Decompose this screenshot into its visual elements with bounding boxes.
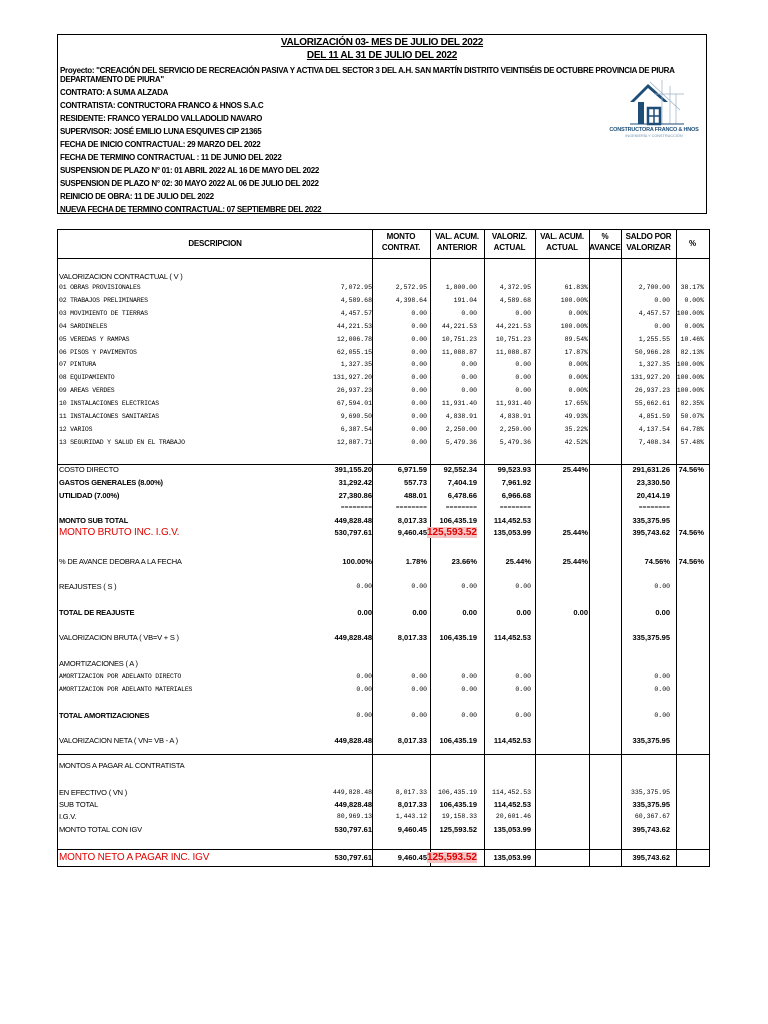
row-value: 0.00 <box>461 686 477 693</box>
row-label: MONTO SUB TOTAL <box>59 516 129 525</box>
row-value: 0.00% <box>568 374 588 382</box>
row-label: VALORIZACION NETA ( VN= VB - A ) <box>59 736 178 745</box>
row-value: 31,292.42 <box>338 478 372 487</box>
col-header-val-acum-actual: VAL. ACUM. ACTUAL <box>540 232 584 252</box>
row-label: TOTAL DE REAJUSTE <box>59 608 135 617</box>
row-value: 7,404.19 <box>447 478 477 487</box>
row-value: 449,828.48 <box>334 800 372 809</box>
row-value: 0.00% <box>568 309 588 317</box>
row-value: 25.44% <box>562 557 588 566</box>
row-value: 6,478.66 <box>447 491 477 500</box>
row-value: 395,743.62 <box>632 528 670 537</box>
row-value: 125,593.52 <box>439 825 477 834</box>
row-value: 44,221.53 <box>336 322 372 330</box>
row-value: 67,594.01 <box>336 400 372 408</box>
title-line-2: DEL 11 AL 31 DE JULIO DEL 2022 <box>306 50 458 61</box>
row-value: 114,452.53 <box>493 736 531 745</box>
row-label: AMORTIZACION POR ADELANTO DIRECTO <box>59 673 182 680</box>
row-value: 4,398.64 <box>395 296 427 304</box>
row-value: 0.00 <box>515 374 531 382</box>
row-value: 0.00 <box>412 608 427 617</box>
row-value: 0.00 <box>356 686 372 693</box>
row-value: 0.00 <box>515 387 531 395</box>
row-value: 135,053.99 <box>493 853 531 862</box>
row-value: 50,966.28 <box>634 348 670 356</box>
row-value: 0.00 <box>461 712 477 719</box>
item-row <box>58 398 709 409</box>
item-row <box>58 359 709 370</box>
row-label: COSTO DIRECTO <box>59 465 119 474</box>
utilidad-row <box>58 490 709 501</box>
col-header-val-acum-anterior: VAL. ACUM. ANTERIOR <box>435 232 479 252</box>
row-value: 17.87% <box>564 348 588 356</box>
row-value: 61.83% <box>564 284 588 291</box>
row-value: 23.66% <box>451 557 477 566</box>
row-value: 0.00 <box>573 608 588 617</box>
val-neta-row <box>58 735 709 746</box>
row-value: 335,375.95 <box>630 789 670 796</box>
row-value: 4,137.54 <box>638 425 670 433</box>
separator: ======== <box>638 504 670 511</box>
row-label: 12 VARIOS <box>59 425 93 433</box>
info-reinicio: REINICIO DE OBRA: 11 DE JULIO DEL 2022 <box>60 192 214 201</box>
row-label: 13 SEGURIDAD Y SALUD EN EL TRABAJO <box>59 438 185 446</box>
row-value: 0.00 <box>654 712 670 719</box>
row-value: 335,375.95 <box>632 736 670 745</box>
row-value: 391,155.20 <box>334 465 372 474</box>
row-value: 62,055.15 <box>336 348 372 356</box>
row-value: 1.78% <box>405 557 427 566</box>
row-value: 44,221.53 <box>441 322 477 330</box>
row-value: 0.00 <box>461 374 477 382</box>
reajustes-row <box>58 581 709 592</box>
row-value: 6,387.54 <box>340 425 372 433</box>
monto-total-igv-row <box>58 824 709 835</box>
row-value: 38.17% <box>680 284 704 291</box>
row-value: 5,479.36 <box>445 438 477 446</box>
row-value: 125,593.52 <box>426 852 477 863</box>
row-value: 135,053.99 <box>493 528 531 537</box>
row-value: 55,662.61 <box>634 400 670 408</box>
row-value: 0.00 <box>654 673 670 680</box>
row-value: 0.00 <box>654 322 670 330</box>
row-value: 449,828.48 <box>334 516 372 525</box>
info-suspension-2: SUSPENSION DE PLAZO N° 02: 30 MAYO 2022 AL 06 DE JULIO DEL 2022 <box>60 179 319 188</box>
row-value: 0.00% <box>568 361 588 369</box>
row-label: VALORIZACION BRUTA ( VB=V + S ) <box>59 633 179 642</box>
row-label: AMORTIZACION POR ADELANTO MATERIALES <box>59 686 193 693</box>
row-value: 0.00 <box>411 583 427 590</box>
section-title <box>58 271 709 282</box>
row-label: 11 INSTALACIONES SANITARIAS <box>59 413 159 420</box>
row-value: 0.00 <box>411 425 427 433</box>
row-value: 0.00 <box>411 413 427 420</box>
row-value: 80,969.13 <box>336 813 372 820</box>
separator: ======== <box>395 504 427 511</box>
row-value: 114,452.53 <box>491 789 531 796</box>
row-value: 4,838.91 <box>499 413 531 420</box>
row-label: 07 PINTURA <box>59 361 97 369</box>
row-value: 557.73 <box>404 478 427 487</box>
row-value: 4,457.57 <box>638 309 670 317</box>
row-value: 0.00 <box>515 361 531 369</box>
row-value: 0.00 <box>515 673 531 680</box>
row-value: 0.00 <box>411 673 427 680</box>
row-value: 100.00% <box>560 296 588 304</box>
header-block <box>57 34 707 214</box>
monto-sub-total-row <box>58 515 709 526</box>
monto-bruto-row <box>58 527 709 538</box>
gastos-row <box>58 477 709 488</box>
row-value: 11,931.40 <box>495 400 531 408</box>
row-value: 8,017.33 <box>397 516 427 525</box>
row-value: 9,460.45 <box>397 853 427 862</box>
row-value: 20,601.46 <box>495 813 531 820</box>
row-value: 26,937.23 <box>634 387 670 395</box>
row-value: 0.00 <box>411 309 427 317</box>
row-value: 395,743.62 <box>632 825 670 834</box>
item-row <box>58 295 709 306</box>
row-value: 100.00% <box>560 322 588 330</box>
row-value: 57.48% <box>680 438 704 446</box>
item-row <box>58 424 709 435</box>
val-bruta-row <box>58 632 709 643</box>
row-value: 8,017.33 <box>395 789 427 796</box>
row-value: 74.56% <box>678 465 704 474</box>
total-amort-row <box>58 710 709 721</box>
row-value: 0.00 <box>516 608 531 617</box>
row-value: 4,589.68 <box>499 296 531 304</box>
separator: ======== <box>340 504 372 511</box>
row-value: 7,408.34 <box>638 438 670 446</box>
row-value: 2,700.00 <box>638 284 670 291</box>
row-value: 4,372.95 <box>499 284 531 291</box>
row-value: 99,523.93 <box>497 465 531 474</box>
info-supervisor: SUPERVISOR: JOSÉ EMILIO LUNA ESQUIVES CIP 21365 <box>60 127 262 136</box>
item-row <box>58 347 709 358</box>
row-value: 74.56% <box>644 557 670 566</box>
row-value: 106,435.19 <box>439 516 477 525</box>
info-residente: RESIDENTE: FRANCO YERALDO VALLADOLID NAVARO <box>60 114 263 123</box>
row-value: 27,380.86 <box>338 491 372 500</box>
row-value: 135,053.99 <box>493 825 531 834</box>
row-value: 42.52% <box>564 438 588 446</box>
row-value: 44,221.53 <box>495 322 531 330</box>
row-value: 1,800.00 <box>445 284 477 291</box>
info-fecha-inicio: FECHA DE INICIO CONTRACTUAL: 29 MARZO DEL 2022 <box>60 140 261 149</box>
row-value: 0.00 <box>461 673 477 680</box>
row-value: 106,435.19 <box>439 633 477 642</box>
row-value: 114,452.53 <box>493 633 531 642</box>
item-row <box>58 282 709 293</box>
row-value: 0.00 <box>461 361 477 369</box>
row-value: 0.00 <box>515 583 531 590</box>
row-label: 01 OBRAS PROVISIONALES <box>59 284 141 291</box>
row-label: MONTOS A PAGAR AL CONTRATISTA <box>59 761 185 770</box>
row-value: 25.44% <box>562 528 588 537</box>
row-value: 1,327.35 <box>340 361 372 369</box>
row-value: 0.00 <box>411 322 427 330</box>
section-title <box>58 658 709 669</box>
row-label: % DE AVANCE DEOBRA A LA FECHA <box>59 557 182 566</box>
amort-directo-row <box>58 671 709 682</box>
separator: ======== <box>445 504 477 511</box>
row-value: 4,457.57 <box>340 309 372 317</box>
avance-row <box>58 556 709 567</box>
row-value: 64.78% <box>680 425 704 433</box>
sub-total-row <box>58 799 709 810</box>
title-line-1: VALORIZACIÓN 03- MES DE JULIO DEL 2022 <box>280 37 484 48</box>
total-reajuste-row <box>58 607 709 618</box>
row-value: 0.00 <box>411 400 427 408</box>
valorization-table <box>57 229 710 867</box>
row-value: 449,828.48 <box>334 736 372 745</box>
row-value: 5,479.36 <box>499 438 531 446</box>
row-value: 12,887.71 <box>336 438 372 446</box>
logo-caption: CONSTRUCTORA FRANCO & HNOS <box>609 127 699 133</box>
row-value: 82.35% <box>680 400 704 408</box>
row-value: 7,961.92 <box>501 478 531 487</box>
row-value: 0.00% <box>684 296 704 304</box>
row-value: 106,435.19 <box>437 789 477 796</box>
separator: ======== <box>499 504 531 511</box>
row-value: 8,017.33 <box>397 633 427 642</box>
igv-row <box>58 811 709 822</box>
row-value: 335,375.95 <box>632 800 670 809</box>
item-row <box>58 321 709 332</box>
row-value: 89.54% <box>564 335 588 343</box>
row-value: 82.13% <box>680 348 704 356</box>
row-label: 09 AREAS VERDES <box>59 387 115 395</box>
row-value: 0.00 <box>411 712 427 719</box>
row-label: TOTAL AMORTIZACIONES <box>59 711 150 720</box>
row-label: MONTO NETO A PAGAR INC. IGV <box>59 852 210 863</box>
row-value: 100.00% <box>676 374 704 382</box>
info-contratista: CONTRATISTA: CONTRUCTORA FRANCO & HNOS S.A.C <box>60 101 264 110</box>
row-value: 0.00 <box>411 335 427 343</box>
row-value: 0.00% <box>684 322 704 330</box>
row-value: 11,931.40 <box>441 400 477 408</box>
row-value: 100.00% <box>342 557 372 566</box>
row-value: 100.00% <box>676 387 704 395</box>
row-label: 03 MOVIMIENTO DE TIERRAS <box>59 309 148 317</box>
row-value: 114,452.53 <box>493 800 531 809</box>
info-contrato: CONTRATO: A SUMA ALZADA <box>60 88 169 97</box>
col-header-avance: % AVANCE <box>589 232 621 252</box>
row-value: 131,927.20 <box>630 374 670 382</box>
row-label: GASTOS GENERALES (8.00%) <box>59 478 163 487</box>
row-value: 0.00 <box>515 686 531 693</box>
item-row <box>58 437 709 448</box>
amort-materiales-row <box>58 684 709 695</box>
row-value: 11,088.87 <box>441 348 477 356</box>
row-value: 0.00 <box>461 309 477 317</box>
monto-neto-row <box>58 852 709 863</box>
row-value: 10,751.23 <box>441 335 477 343</box>
row-label: UTILIDAD (7.00%) <box>59 491 120 500</box>
row-value: 1,255.55 <box>638 335 670 343</box>
row-value: 12,006.78 <box>336 335 372 343</box>
row-value: 10,751.23 <box>495 335 531 343</box>
row-label: SUB TOTAL <box>59 800 99 809</box>
row-value: 106,435.19 <box>439 800 477 809</box>
row-value: 1,443.12 <box>395 813 427 820</box>
item-row <box>58 385 709 396</box>
row-value: 0.00 <box>357 608 372 617</box>
row-value: 0.00 <box>411 348 427 356</box>
row-value: 35.22% <box>564 425 588 433</box>
row-value: 0.00 <box>411 361 427 369</box>
row-label: 06 PISOS Y PAVIMENTOS <box>59 348 137 356</box>
row-value: 0.00 <box>356 673 372 680</box>
row-value: 0.00 <box>461 387 477 395</box>
item-row <box>58 411 709 422</box>
row-value: 0.00 <box>356 712 372 719</box>
row-value: 0.00 <box>515 309 531 317</box>
row-value: 0.00 <box>654 686 670 693</box>
col-header-pct: % <box>689 239 696 248</box>
row-value: 9,460.45 <box>397 528 427 537</box>
row-value: 2,572.95 <box>395 284 427 291</box>
row-value: 0.00 <box>654 296 670 304</box>
item-row <box>58 334 709 345</box>
row-value: 23,330.50 <box>636 478 670 487</box>
row-value: 106,435.19 <box>439 736 477 745</box>
row-value: 530,797.61 <box>334 853 372 862</box>
row-value: 449,828.48 <box>334 633 372 642</box>
row-value: 125,593.52 <box>426 527 477 538</box>
costo-directo-row <box>58 464 709 475</box>
row-value: 92,552.34 <box>443 465 477 474</box>
row-value: 25.44% <box>562 465 588 474</box>
row-label: 05 VEREDAS Y RAMPAS <box>59 335 130 343</box>
row-label: MONTO BRUTO INC. I.G.V. <box>59 527 180 538</box>
row-value: 26,937.23 <box>336 387 372 395</box>
row-value: 25.44% <box>505 557 531 566</box>
row-value: 9,460.45 <box>397 825 427 834</box>
row-value: 0.00% <box>568 387 588 395</box>
row-value: 4,851.59 <box>638 413 670 420</box>
row-value: 1,327.35 <box>638 361 670 369</box>
item-row <box>58 308 709 319</box>
row-value: 7,072.95 <box>340 284 372 291</box>
row-value: 8,017.33 <box>397 736 427 745</box>
project-name: Proyecto: "CREACIÓN DEL SERVICIO DE RECREACIÓN PASIVA Y ACTIVA DEL SECTOR 3 DEL A.H. SAN MARTÍN DISTRITO VEINTISÉIS DE OCTUBRE PROVINCIA DE PIURA DEPARTAMENTO DE PIURA" <box>60 66 675 84</box>
row-value: 0.00 <box>515 712 531 719</box>
col-header-saldo: SALDO POR VALORIZAR <box>625 232 672 252</box>
row-value: 488.01 <box>404 491 427 500</box>
row-label: 10 INSTALACIONES ELECTRICAS <box>59 400 159 408</box>
row-value: 6,966.68 <box>501 491 531 500</box>
row-value: 19,158.33 <box>441 813 477 820</box>
row-label: VALORIZACION CONTRACTUAL ( V ) <box>59 272 183 281</box>
info-nueva-fecha: NUEVA FECHA DE TERMINO CONTRACTUAL: 07 SEPTIEMBRE DEL 2022 <box>60 205 322 214</box>
row-value: 0.00 <box>411 438 427 446</box>
section-title <box>58 760 709 771</box>
row-value: 100.00% <box>676 361 704 369</box>
row-value: 0.00 <box>356 583 372 590</box>
row-value: 9,690.50 <box>340 413 372 420</box>
row-value: 100.00% <box>676 309 704 317</box>
row-label: REAJUSTES ( S ) <box>59 582 117 591</box>
col-header-descripcion: DESCRIPCION <box>188 239 242 248</box>
info-suspension-1: SUSPENSION DE PLAZO N° 01: 01 ABRIL 2022 AL 16 DE MAYO DEL 2022 <box>60 166 320 175</box>
row-value: 74.56% <box>678 528 704 537</box>
row-value: 49.93% <box>564 413 588 420</box>
row-value: 335,375.95 <box>632 516 670 525</box>
row-label: I.G.V. <box>59 812 77 821</box>
row-label: 02 TRABAJOS PRELIMINARES <box>59 296 148 304</box>
row-label: 04 SARDINELES <box>59 322 108 330</box>
row-value: 395,743.62 <box>632 853 670 862</box>
row-value: 0.00 <box>411 387 427 395</box>
separator-row <box>58 502 709 513</box>
row-value: 0.00 <box>411 686 427 693</box>
row-value: 0.00 <box>462 608 477 617</box>
row-value: 20,414.19 <box>636 491 670 500</box>
row-value: 530,797.61 <box>334 825 372 834</box>
row-value: 11,088.87 <box>495 348 531 356</box>
row-value: 449,828.48 <box>332 789 372 796</box>
item-row <box>58 372 709 383</box>
row-value: 4,589.68 <box>340 296 372 304</box>
row-value: 0.00 <box>411 374 427 382</box>
row-value: 335,375.95 <box>632 633 670 642</box>
row-value: 530,797.61 <box>334 528 372 537</box>
row-value: 17.65% <box>564 400 588 408</box>
house-logo-icon <box>606 80 702 128</box>
row-value: 2,250.00 <box>499 425 531 433</box>
row-label: AMORTIZACIONES ( A ) <box>59 659 138 668</box>
row-value: 6,971.59 <box>397 465 427 474</box>
row-value: 10.46% <box>680 335 704 343</box>
row-value: 50.07% <box>680 413 704 420</box>
row-value: 74.56% <box>678 557 704 566</box>
efectivo-row <box>58 787 709 798</box>
row-label: EN EFECTIVO ( VN ) <box>59 788 128 797</box>
row-value: 60,367.67 <box>634 813 670 820</box>
row-value: 114,452.53 <box>493 516 531 525</box>
row-value: 4,838.91 <box>445 413 477 420</box>
row-value: 0.00 <box>461 583 477 590</box>
row-label: MONTO TOTAL CON IGV <box>59 825 142 834</box>
info-fecha-termino: FECHA DE TERMINO CONTRACTUAL : 11 DE JUNIO DEL 2022 <box>60 153 282 162</box>
col-header-valoriz-actual: VALORIZ. ACTUAL <box>491 232 528 252</box>
row-value: 291,631.26 <box>632 465 670 474</box>
logo-subcaption: INGENIERÍA Y CONSTRUCCIÓN <box>625 134 683 138</box>
row-value: 2,250.00 <box>445 425 477 433</box>
row-value: 0.00 <box>655 608 670 617</box>
row-label: 08 EQUIPAMIENTO <box>59 374 115 382</box>
company-logo <box>606 80 702 140</box>
col-header-monto: MONTO CONTRAT. <box>381 232 421 252</box>
row-value: 0.00 <box>654 583 670 590</box>
row-value: 131,927.20 <box>332 374 372 382</box>
row-value: 191.04 <box>453 296 477 304</box>
row-value: 8,017.33 <box>397 800 427 809</box>
